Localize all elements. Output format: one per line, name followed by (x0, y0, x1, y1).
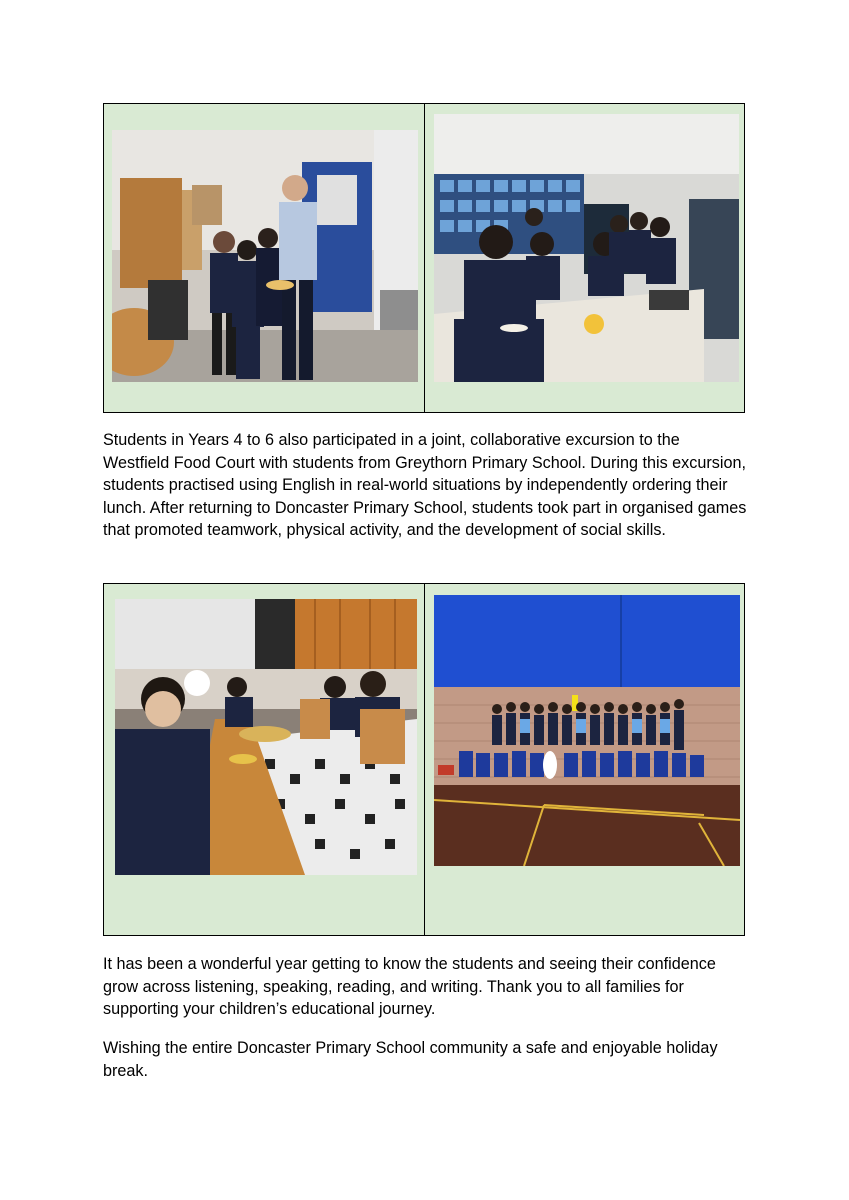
wonderful-year-paragraph: It has been a wonderful year getting to know the students and seeing their confidence grow across listening, speaking, reading, and writing. Thank you to all families for supporting your children’s educational journey. (103, 955, 716, 1019)
holiday-wishes-paragraph: Wishing the entire Doncaster Primary School community a safe and enjoyable holiday break. (103, 1039, 718, 1080)
table-divider (424, 584, 425, 935)
photo-food-court-lunch (115, 599, 417, 875)
photo-gym-group (434, 595, 740, 866)
table-divider (424, 104, 425, 412)
photo-teacher-with-students (112, 130, 418, 382)
photo-table-bottom (103, 583, 745, 936)
photo-students-kitchen (434, 114, 739, 382)
photo-table-top (103, 103, 745, 413)
excursion-paragraph: Students in Years 4 to 6 also participated in a joint, collaborative excursion to the Westfield Food Court with students from Greythorn Primary School. During this excursion, students practised using English in real-world situations by independently ordering their lunch. After returning to Doncaster Primary School, students took part in organised games that promoted teamwork, physical activity, and the development of social skills. (103, 431, 747, 540)
